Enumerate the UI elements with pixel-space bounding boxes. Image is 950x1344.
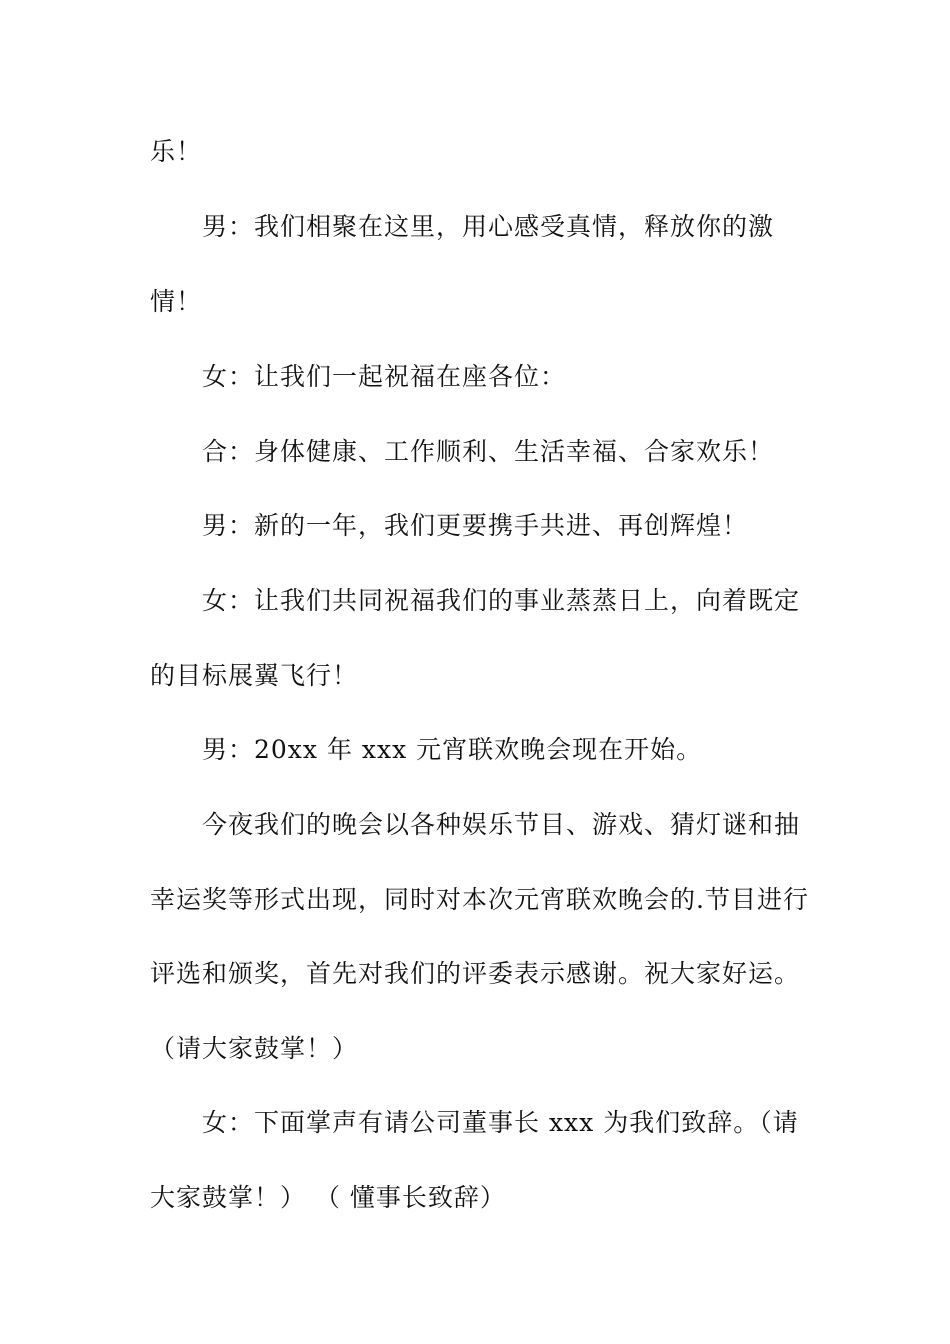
text-line: 女：让我们共同祝福我们的事业蒸蒸日上，向着既定 [202, 586, 801, 615]
text-line: 的目标展翼飞行！ [150, 661, 359, 690]
text-line: 今夜我们的晚会以各种娱乐节目、游戏、猜灯谜和抽 [202, 810, 801, 839]
text-line: 男：我们相聚在这里，用心感受真情，释放你的激 [202, 212, 775, 241]
text-line: 男：新的一年，我们更要携手共进、再创辉煌！ [202, 511, 749, 540]
text-line: 评选和颁奖，首先对我们的评委表示感谢。祝大家好运。 [150, 959, 801, 988]
text-line: 乐！ [150, 137, 203, 166]
text-line: 男：20xx 年 xxx 元宵联欢晚会现在开始。 [202, 735, 703, 764]
text-line: 大家鼓掌！） （ 懂事长致辞） [150, 1183, 506, 1212]
text-line: 女：下面掌声有请公司董事长 xxx 为我们致辞。（请 [202, 1108, 799, 1137]
text-line: （请大家鼓掌！） [150, 1034, 359, 1063]
text-line: 幸运奖等形式出现，同时对本次元宵联欢晚会的.节目进行 [150, 885, 809, 914]
text-line: 情！ [150, 287, 203, 316]
text-line: 合：身体健康、工作顺利、生活幸福、合家欢乐！ [202, 437, 775, 466]
text-line: 女：让我们一起祝福在座各位： [202, 362, 567, 391]
